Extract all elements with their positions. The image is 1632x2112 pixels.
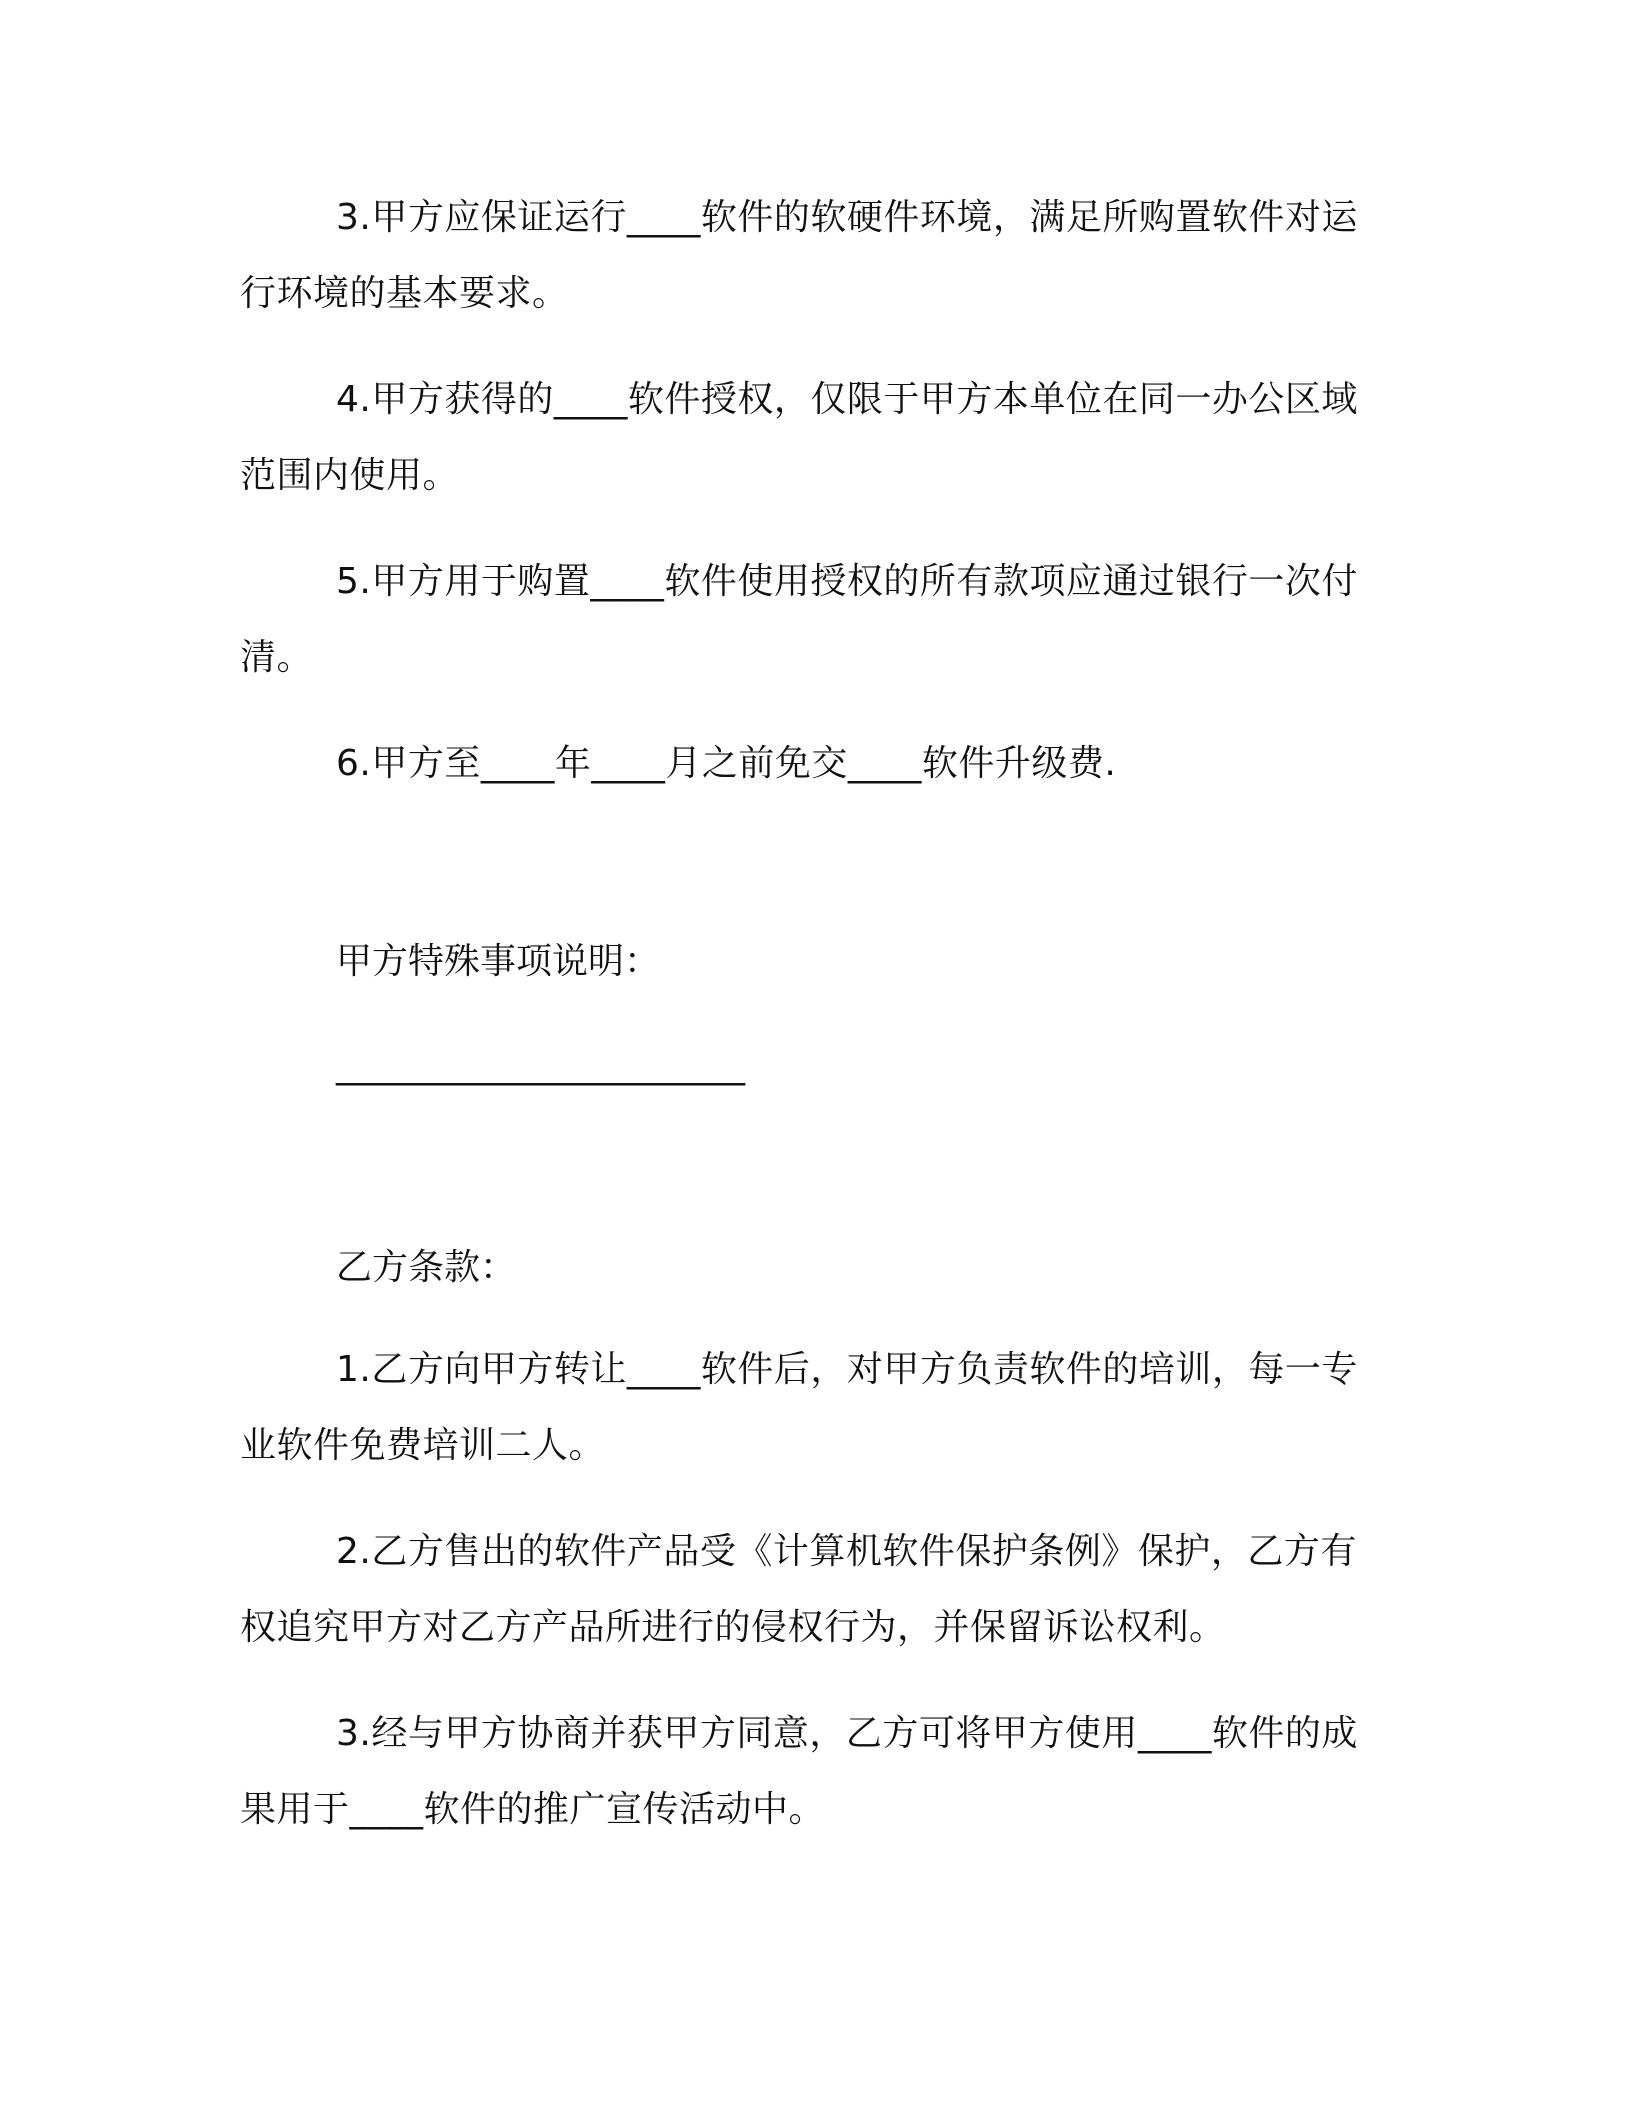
party-a-clause-3: 3.甲方应保证运行____软件的软硬件环境，满足所购置软件对运行环境的基本要求。 (240, 197, 1358, 314)
party-a-special-notes-title: 甲方特殊事项说明： (336, 941, 661, 982)
party-b-clause-2: 2.乙方售出的软件产品受《计算机软件保护条例》保护，乙方有权追究甲方对乙方产品所进行的侵权行为，并保留诉讼权利。 (240, 1531, 1357, 1648)
party-b-terms-title: 乙方条款： (336, 1247, 517, 1288)
party-a-clause-4: 4.甲方获得的____软件授权，仅限于甲方本单位在同一办公区域范围内使用。 (240, 379, 1358, 496)
party-b-clause-1: 1.乙方向甲方转让____软件后，对甲方负责软件的培训，每一专业软件免费培训二人。 (240, 1349, 1358, 1466)
party-a-special-notes-blank: ________________________ (336, 1045, 744, 1086)
party-a-clause-5: 5.甲方用于购置____软件使用授权的所有款项应通过银行一次付清。 (240, 561, 1358, 678)
party-a-clause-6: 6.甲方至____年____月之前免交____软件升级费. (336, 743, 1117, 784)
party-b-clause-3: 3.经与甲方协商并获甲方同意，乙方可将甲方使用____软件的成果用于____软件的推广宣传活动中。 (240, 1713, 1358, 1830)
